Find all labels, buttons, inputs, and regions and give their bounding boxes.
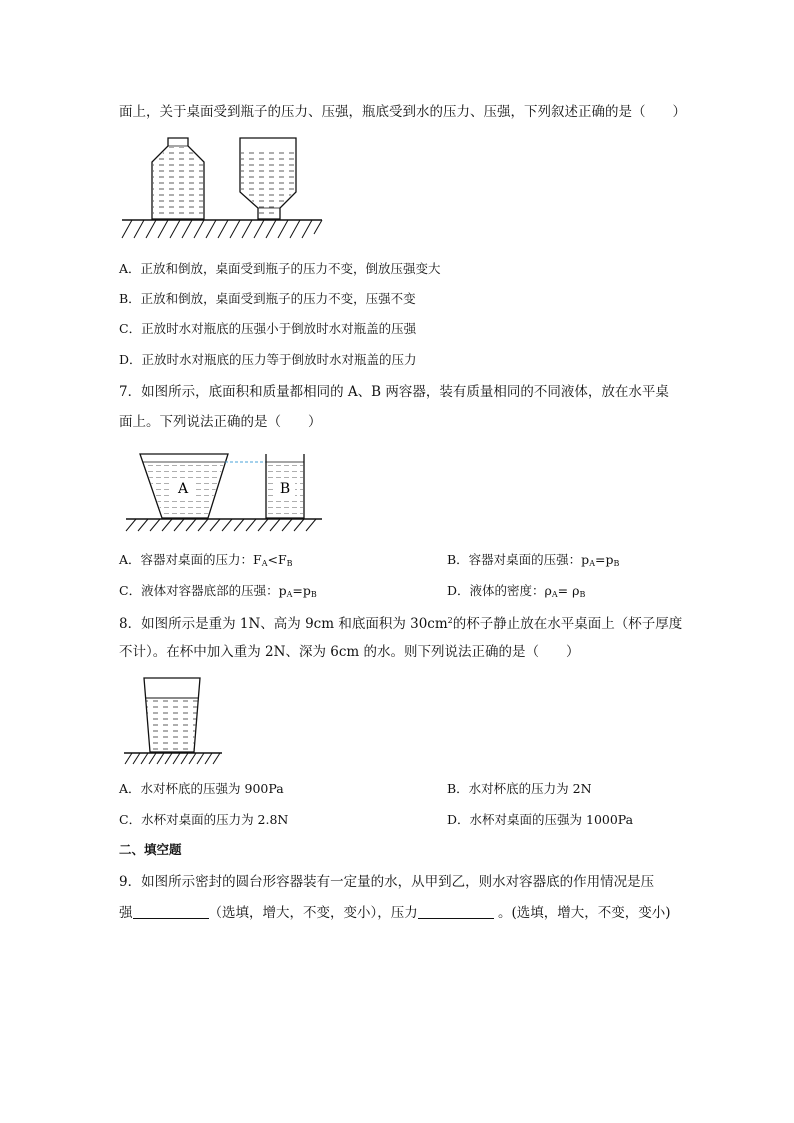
containers-figure (120, 450, 330, 532)
container-b-label: B (279, 481, 291, 497)
bottles-figure (118, 132, 328, 242)
q8-option-a: A．水对杯底的压强为 900Pa (119, 781, 284, 796)
q9-line1: 9．如图所示密封的圆台形容器装有一定量的水，从甲到乙，则水对容器底的作用情况是压 (119, 874, 655, 890)
q6-option-a: A．正放和倒放，桌面受到瓶子的压力不变，倒放压强变大 (119, 261, 441, 276)
q9-line2: 强 （选填，增大，不变，变小），压力 。(选填，增大，不变，变小) (119, 905, 671, 921)
q7-option-a: A．容器对桌面的压力：$F_A<F_B$ (119, 552, 293, 568)
q6-option-c: C．正放时水对瓶底的压强小于倒放时水对瓶盖的压强 (119, 321, 417, 336)
section-title: 二、填空题 (119, 842, 182, 857)
q6-option-d: D．正放时水对瓶底的压力等于倒放时水对瓶盖的压力 (119, 352, 417, 367)
q8-option-d: D．水杯对桌面的压强为 1000Pa (447, 812, 634, 827)
q8-stem-line1: 8．如图所示是重为 1N、高为 9cm 和底面积为 $30cm^2$的杯子静止放在水平桌面上（杯子厚度 (119, 616, 683, 632)
q8-option-b: B．水对杯底的压力为 2N (447, 781, 592, 796)
q7-stem-line2: 面上。下列说法正确的是（ ） (119, 414, 322, 430)
q9-blank-pressure[interactable] (133, 906, 209, 919)
q7-option-c: C．液体对容器底部的压强：$p_A=p_B$ (119, 583, 317, 599)
q9-blank-force[interactable] (418, 906, 494, 919)
cup-figure (122, 674, 226, 766)
q6-option-b: B．正放和倒放，桌面受到瓶子的压力不变，压强不变 (119, 291, 416, 306)
q8-stem-line2: 不计）。在杯中加入重为 2N、深为 6cm 的水。则下列说法正确的是（ ） (119, 644, 580, 660)
container-a-label: A (177, 481, 189, 497)
q8-option-c: C．水杯对桌面的压力为 2.8N (119, 812, 289, 827)
q7-option-b: B．容器对桌面的压强：$p_A=p_B$ (447, 552, 620, 568)
q7-option-d: D．液体的密度：$\rho_A= \rho_B$ (447, 583, 586, 599)
q6-stem: 面上，关于桌面受到瓶子的压力、压强，瓶底受到水的压力、压强，下列叙述正确的是（ ） (119, 104, 686, 120)
q7-stem-line1: 7．如图所示，底面积和质量都相同的 A、B 两容器，装有质量相同的不同液体，放在水平桌 (119, 384, 669, 400)
